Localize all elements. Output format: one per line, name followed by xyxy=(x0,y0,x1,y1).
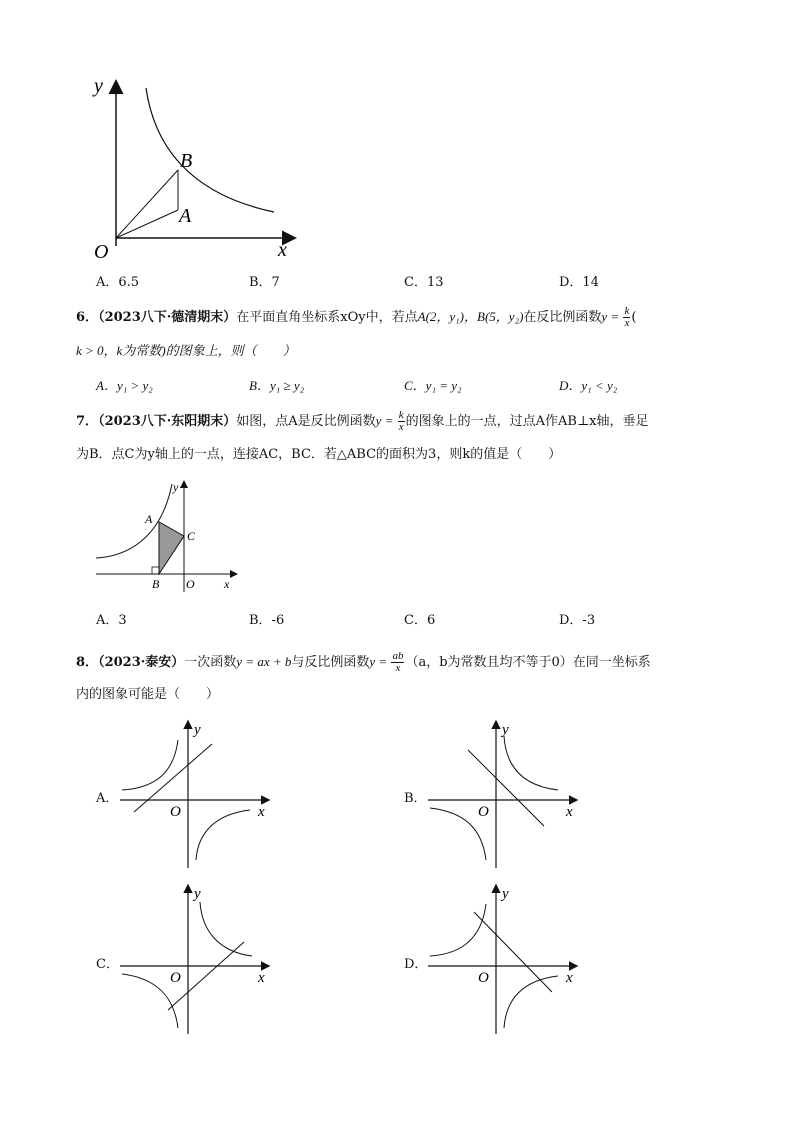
q8b-label-y: y xyxy=(502,722,509,738)
q8-option-d-graph[interactable] xyxy=(424,880,584,1040)
q6-text1: 在平面直角坐标系xOy中，若点 xyxy=(236,310,418,325)
q7-option-a[interactable]: A．3 xyxy=(96,613,127,628)
q7-label-A: A xyxy=(145,512,153,526)
q8b-label-x: x xyxy=(566,804,573,820)
q8d-hyperbola-lower xyxy=(504,976,558,1028)
q8d-label-x: x xyxy=(566,970,573,986)
q8c-hyperbola-upper xyxy=(200,902,252,956)
q8b-label-O: O xyxy=(478,804,489,820)
q7-text1: 如图，点A是反比例函数 xyxy=(236,414,376,429)
q7-line1: 7．（2023八下·东阳期末）如图，点A是反比例函数y = $\frac{k}{x}$ 的图象上的一点，过点A作AB⊥x轴，垂足 xyxy=(76,409,649,433)
q6-number: 6 xyxy=(76,310,86,325)
q6-source: （2023八下·德清期末） xyxy=(98,310,237,325)
q8d-hyperbola-upper xyxy=(430,904,486,956)
q6-point-b: B(5，y₂) xyxy=(477,309,524,324)
q8a-line xyxy=(134,744,212,812)
q8-option-d-letter[interactable]: D． xyxy=(404,957,428,972)
q6-fraction: $\frac{k}{x}$ xyxy=(624,305,630,329)
q7-fraction: $\frac{k}{x}$ xyxy=(398,409,404,433)
q8-text2: 与反比例函数 xyxy=(291,655,370,670)
q6-option-c[interactable]: C．y₁ = y₂ xyxy=(404,378,462,393)
q8a-hyperbola-lower xyxy=(196,810,250,860)
q8-option-b-graph[interactable] xyxy=(424,716,584,876)
q5-option-d[interactable]: D．14 xyxy=(559,275,599,290)
q8-source: （2023·泰安） xyxy=(98,655,185,670)
q7-triangle-ABC xyxy=(159,522,184,574)
q8-option-a-graph[interactable] xyxy=(116,716,276,876)
q7-label-O: O xyxy=(186,577,195,591)
q7-number: 7 xyxy=(76,414,86,429)
q8-number: 8 xyxy=(76,655,86,670)
q5-segment-OA xyxy=(116,210,178,238)
q5-label-B: B xyxy=(180,150,193,172)
q7-func-lhs: y = xyxy=(375,413,397,428)
q8-fraction: $\frac{ab}{x}$ xyxy=(392,650,404,674)
q5-option-b[interactable]: B．7 xyxy=(249,275,280,290)
q8-line1: 8．（2023·泰安）一次函数y = ax + b与反比例函数y = $\frac{ab}{x}$ （a，b为常数且均不等于0）在同一坐标系 xyxy=(76,650,651,674)
q7-line2: 为B．点C为y轴上的一点，连接AC，BC．若△ABC的面积为3，则k的值是（ ） xyxy=(76,447,562,462)
q5-option-a[interactable]: A．6.5 xyxy=(96,275,140,290)
q7-label-B: B xyxy=(152,577,160,591)
q5-segment-OB xyxy=(116,170,178,238)
q8-line2: 内的图象可能是（ ） xyxy=(76,687,220,702)
q7-label-C: C xyxy=(187,529,196,543)
q8-option-c-graph[interactable] xyxy=(116,880,276,1040)
q8d-label-y: y xyxy=(502,886,509,902)
q8-option-a-letter[interactable]: A． xyxy=(96,791,119,806)
q8-func-lhs: y = xyxy=(369,654,391,669)
q6-option-b[interactable]: B．y₁ ≥ y₂ xyxy=(249,378,305,393)
q8a-label-x: x xyxy=(258,804,265,820)
q5-label-A: A xyxy=(179,205,192,227)
q7-source: （2023八下·东阳期末） xyxy=(98,414,237,429)
q6-point-a: A(2，y₁)， xyxy=(417,309,478,324)
q7-right-angle xyxy=(152,567,159,574)
q7-option-b[interactable]: B．-6 xyxy=(249,613,285,628)
q8b-hyperbola-upper xyxy=(504,736,558,790)
q6-text3: ( xyxy=(631,310,637,325)
q7-text2: 的图象上的一点，过点A作AB⊥x轴，垂足 xyxy=(405,414,649,429)
q7-option-d[interactable]: D．-3 xyxy=(559,613,596,628)
q5-label-y: y xyxy=(94,75,103,97)
q6-text2: 在反比例函数 xyxy=(523,310,602,325)
q7-option-c[interactable]: C．6 xyxy=(404,613,436,628)
q6-line1: 6．（2023八下·德清期末）在平面直角坐标系xOy中，若点A(2，y₁)，B(5，y₂)在反比例函数y = $\frac{k}{x}$ ( xyxy=(76,305,637,329)
q5-label-O: O xyxy=(94,241,109,263)
q8a-hyperbola-upper xyxy=(122,740,178,790)
q5-figure xyxy=(88,74,308,264)
q5-hyperbola xyxy=(146,88,274,212)
q8c-label-O: O xyxy=(170,970,181,986)
q8-text1: 一次函数 xyxy=(184,655,237,670)
q8c-label-y: y xyxy=(194,886,201,902)
q7-figure xyxy=(92,478,242,594)
q8d-label-O: O xyxy=(478,970,489,986)
q8-option-b-letter[interactable]: B． xyxy=(404,791,427,806)
q6-option-a[interactable]: A．y₁ > y₂ xyxy=(96,378,153,393)
q8a-label-y: y xyxy=(194,722,201,738)
q7-label-y: y xyxy=(173,480,179,494)
q8-text3: （a，b为常数且均不等于0）在同一坐标系 xyxy=(405,655,651,670)
q5-label-x: x xyxy=(278,239,287,261)
q6-func-lhs: y = xyxy=(601,309,623,324)
q6-option-d[interactable]: D．y₁ < y₂ xyxy=(559,378,618,393)
q6-line2: k > 0，k为常数)的图象上，则（ ） xyxy=(76,343,296,358)
q8-option-c-letter[interactable]: C． xyxy=(96,957,119,972)
q8-linear: y = ax + b xyxy=(236,654,292,669)
q8a-label-O: O xyxy=(170,804,181,820)
q5-option-c[interactable]: C．13 xyxy=(404,275,444,290)
q7-label-x: x xyxy=(224,577,230,591)
q8c-label-x: x xyxy=(258,970,265,986)
